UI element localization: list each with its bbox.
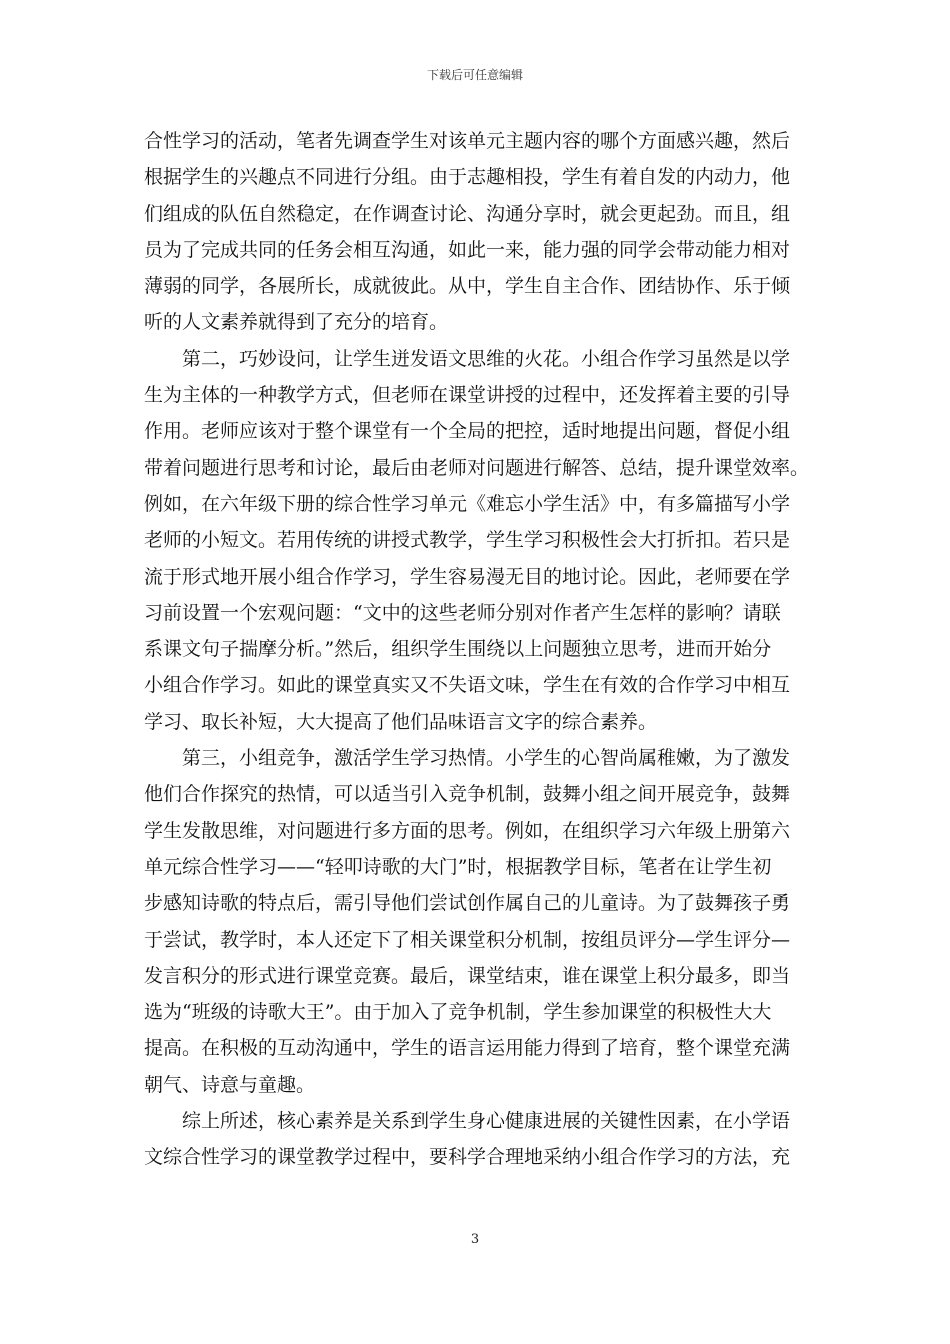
text-line: 薄弱的同学，各展所长，成就彼此。从中，学生自主合作、团结协作、乐于倾 [144, 275, 791, 298]
page-number: 3 [470, 1232, 480, 1247]
page-header: 下载后可任意编辑 [426, 68, 523, 82]
text-line: 根据学生的兴趣点不同进行分组。由于志趣相投，学生有着自发的内动力，他 [144, 166, 791, 189]
paragraph-start-line: 第三，小组竞争，激活学生学习热情。小学生的心智尚属稚嫩，为了激发 [182, 747, 791, 770]
text-line: 发言积分的形式进行课堂竞赛。最后，课堂结束，谁在课堂上积分最多，即当 [144, 964, 791, 987]
text-line: 系课文句子揣摩分析。”然后，组织学生围绕以上问题独立思考，进而开始分 [144, 638, 772, 661]
text-line: 带着问题进行思考和讨论，最后由老师对问题进行解答、总结，提升课堂效率。 [144, 456, 810, 479]
paragraph-start-line: 第二，巧妙设问，让学生迸发语文思维的火花。小组合作学习虽然是以学 [182, 347, 791, 370]
text-line: 提高。在积极的互动沟通中，学生的语言运用能力得到了培育，整个课堂充满 [144, 1037, 791, 1060]
text-line: 例如，在六年级下册的综合性学习单元《难忘小学生活》中，有多篇描写小学 [144, 492, 791, 515]
text-line: 他们合作探究的热情，可以适当引入竞争机制，鼓舞小组之间开展竞争，鼓舞 [144, 783, 791, 806]
text-line: 步感知诗歌的特点后，需引导他们尝试创作属自己的儿童诗。为了鼓舞孩子勇 [144, 892, 791, 915]
text-line: 员为了完成共同的任务会相互沟通，如此一来，能力强的同学会带动能力相对 [144, 238, 791, 261]
text-line: 们组成的队伍自然稳定，在作调查讨论、沟通分享时，就会更起劲。而且，组 [144, 202, 791, 225]
paragraph-start-line: 综上所述，核心素养是关系到学生身心健康进展的关键性因素，在小学语 [182, 1110, 791, 1133]
text-line: 听的人文素养就得到了充分的培育。 [144, 311, 449, 334]
text-line: 文综合性学习的课堂教学过程中，要科学合理地采纳小组合作学习的方法，充 [144, 1146, 791, 1169]
text-line: 朝气、诗意与童趣。 [144, 1073, 316, 1096]
text-line: 单元综合性学习——“轻叩诗歌的大门”时，根据教学目标，笔者在让学生初 [144, 855, 772, 878]
text-line: 作用。老师应该对于整个课堂有一个全局的把控，适时地提出问题，督促小组 [144, 420, 791, 443]
text-line: 于尝试，教学时，本人还定下了相关课堂积分机制，按组员评分—学生评分— [144, 928, 791, 951]
document-body [144, 123, 808, 1176]
text-line: 流于形式地开展小组合作学习，学生容易漫无目的地讨论。因此，老师要在学 [144, 565, 791, 588]
text-line: 老师的小短文。若用传统的讲授式教学，学生学习积极性会大打折扣。若只是 [144, 529, 791, 552]
text-line: 生为主体的一种教学方式，但老师在课堂讲授的过程中，还发挥着主要的引导 [144, 384, 791, 407]
text-line: 小组合作学习。如此的课堂真实又不失语文味，学生在有效的合作学习中相互 [144, 674, 791, 697]
text-line: 学生发散思维，对问题进行多方面的思考。例如，在组织学习六年级上册第六 [144, 819, 791, 842]
text-line: 学习、取长补短，大大提高了他们品味语言文字的综合素养。 [144, 710, 658, 733]
text-line: 合性学习的活动，笔者先调查学生对该单元主题内容的哪个方面感兴趣，然后 [144, 130, 791, 152]
text-line: 选为“班级的诗歌大王”。由于加入了竞争机制，学生参加课堂的积极性大大 [144, 1001, 772, 1024]
text-line: 习前设置一个宏观问题：“文中的这些老师分别对作者产生怎样的影响？请联 [144, 601, 781, 624]
